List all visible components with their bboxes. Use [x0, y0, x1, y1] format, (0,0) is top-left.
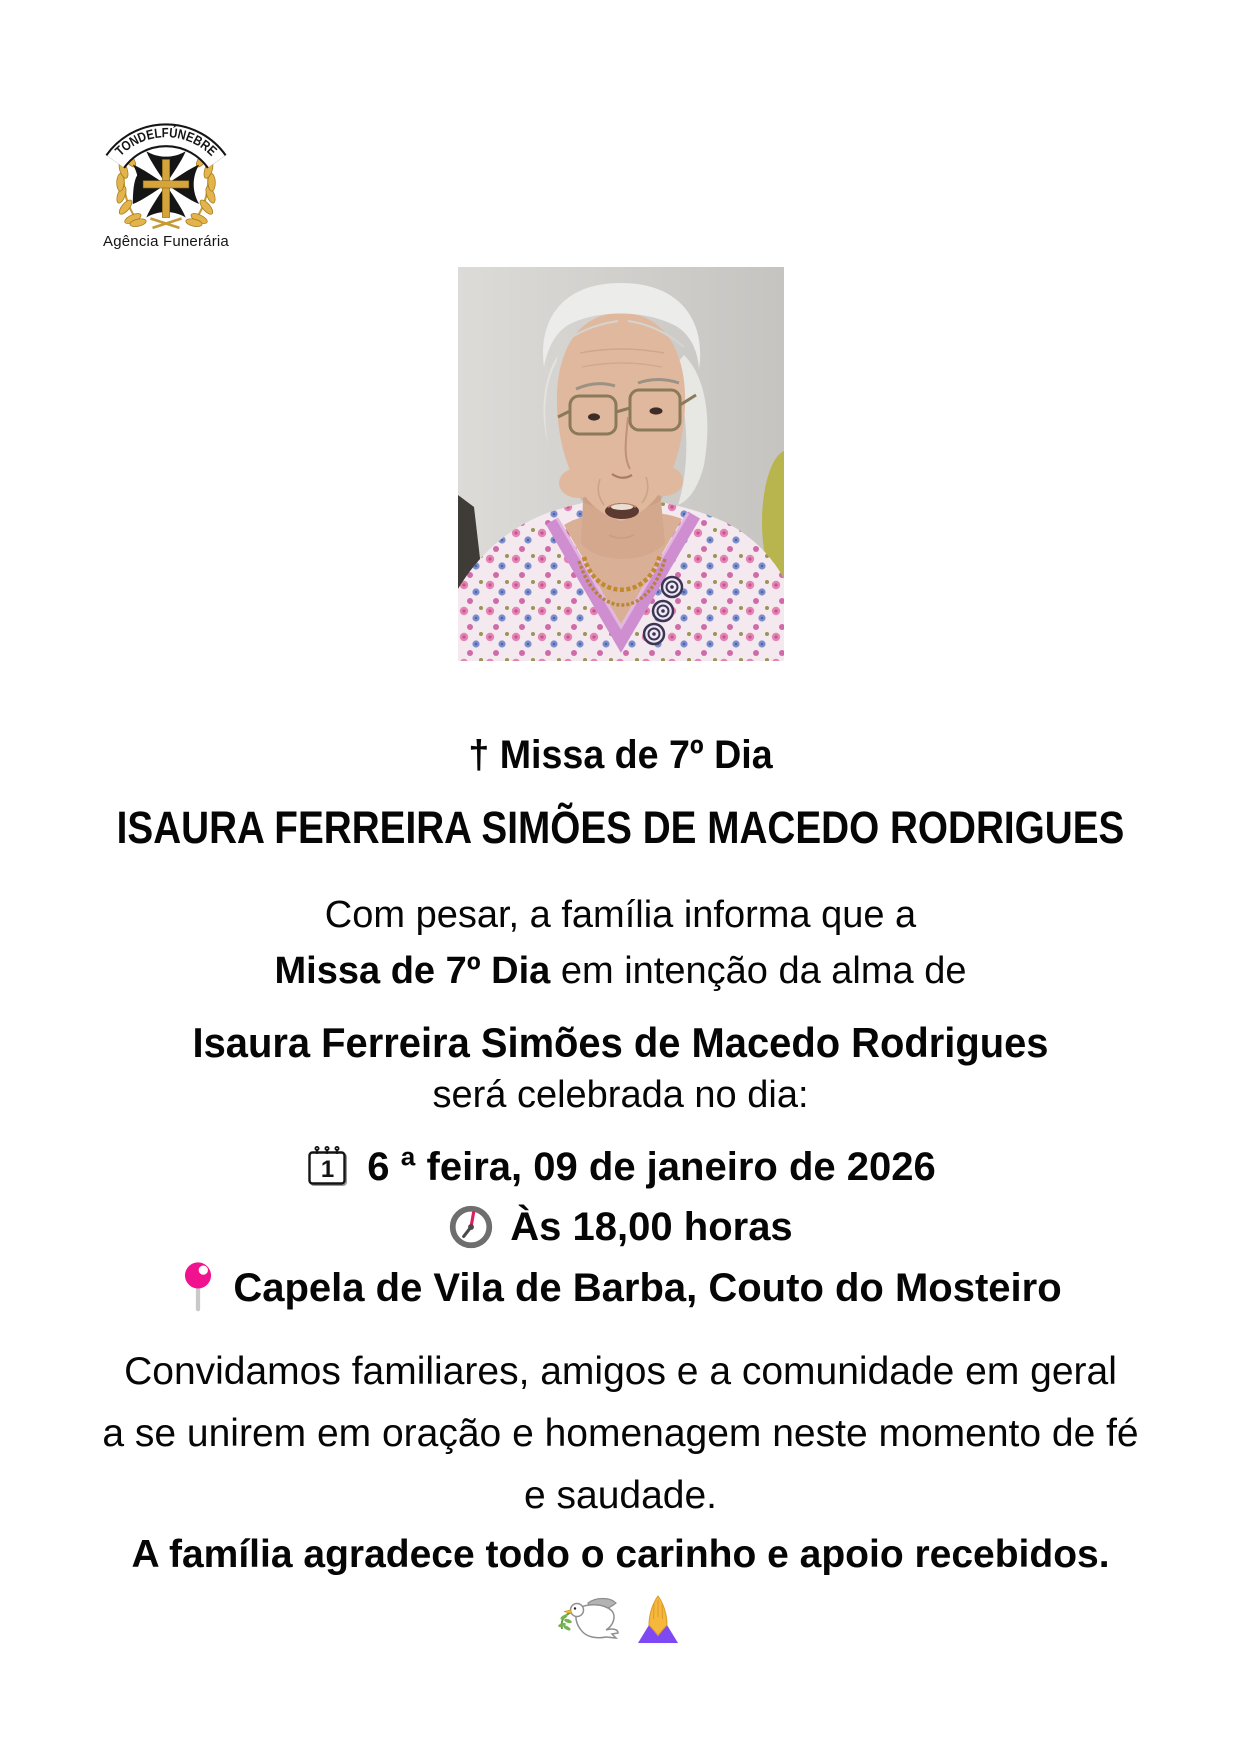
agency-logo	[98, 116, 234, 250]
dove-body	[564, 1599, 618, 1639]
closing-emoji-row	[0, 1593, 1241, 1645]
portrait-illustration	[458, 267, 784, 661]
celebration-line: será celebrada no dia:	[432, 1074, 809, 1116]
event-date-line	[0, 1143, 1241, 1191]
olive-branch	[558, 1613, 572, 1632]
event-date-text: 6 ª feira, 09 de janeiro de 2026	[367, 1145, 936, 1189]
invitation-paragraph	[0, 1341, 1241, 1527]
deceased-name: Isaura Ferreira Simões de Macedo Rodrigues	[192, 1019, 1049, 1066]
mass-name-bold: Missa de 7º Dia	[274, 950, 551, 992]
event-time-line	[0, 1203, 1241, 1251]
event-location-line	[0, 1259, 1241, 1317]
logo-banner-text: TONDELFÚNEBRE	[112, 125, 221, 160]
thanks-line: A família agradece todo o carinho e apoio recebidos.	[131, 1533, 1110, 1576]
intro-line2	[0, 943, 1241, 999]
praying-hands-icon	[632, 1593, 684, 1645]
invitation-line-1: Convidamos familiares, amigos e a comunidade em geral	[124, 1350, 1117, 1393]
mass-heading: † Missa de 7º Dia	[468, 733, 773, 777]
intro-paragraph	[0, 887, 1241, 999]
round-pushpin-icon	[179, 1259, 217, 1317]
deceased-portrait-photo	[458, 267, 784, 661]
calendar-digit: 1	[321, 1156, 335, 1183]
invitation-line-2: a se unirem em oração e homenagem neste momento de fé	[102, 1412, 1139, 1455]
event-time-text: Às 18,00 horas	[510, 1205, 793, 1249]
intro-line2-rest: em intenção da alma de	[550, 950, 967, 992]
dove-of-peace-icon	[558, 1595, 620, 1645]
announcement-content	[0, 661, 1241, 1645]
spiral-calendar-icon	[305, 1144, 351, 1190]
logo-subtitle: Agência Funerária	[103, 233, 229, 250]
intro-line1: Com pesar, a família informa que a	[324, 894, 917, 936]
agency-logo-emblem-icon	[98, 116, 234, 232]
clock-icon	[448, 1204, 494, 1250]
event-location-text: Capela de Vila de Barba, Couto do Mosteiro	[233, 1266, 1062, 1310]
invitation-line-3: e saudade.	[523, 1474, 717, 1517]
deceased-name-caps: ISAURA FERREIRA SIMÕES DE MACEDO RODRIGUES	[116, 802, 1125, 853]
